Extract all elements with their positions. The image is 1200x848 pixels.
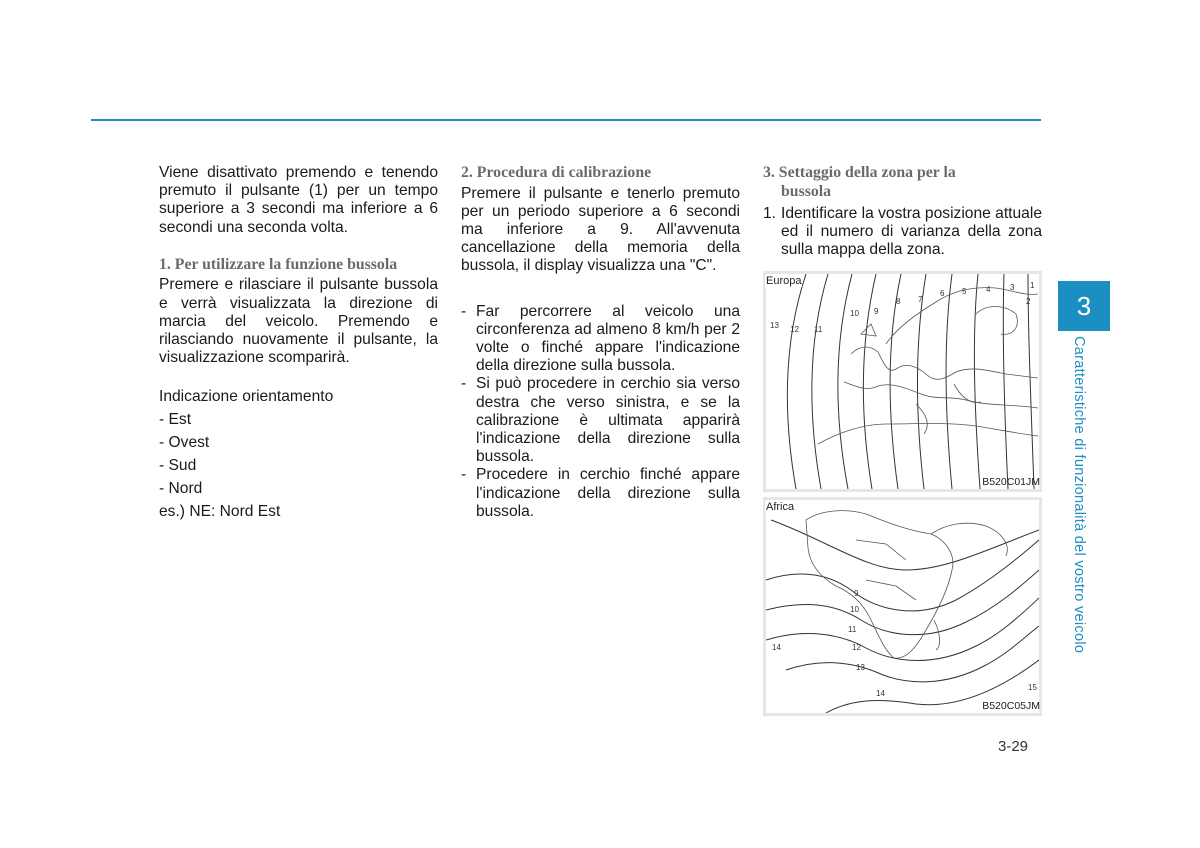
- zone-label: 12: [790, 325, 799, 334]
- map-label-africa: Africa: [766, 501, 795, 513]
- header-rule: [91, 119, 1041, 121]
- chapter-title-vertical: [1071, 336, 1091, 676]
- list-item-text: Si può procedere in cerchio sia verso destra che verso sinistra, e se la calibrazione è ultimata apparirà l'indicazione della direzione sulla bussola.: [476, 375, 740, 466]
- list-item: [461, 375, 740, 466]
- zone-label: 10: [850, 605, 859, 614]
- zone-label: 14: [772, 643, 781, 652]
- bullet-dash: -: [461, 375, 467, 393]
- direction-south: - Sud: [159, 457, 197, 475]
- direction-example: es.) NE: Nord Est: [159, 503, 281, 521]
- list-item: [461, 466, 740, 521]
- map-code-africa: B520C05JM: [982, 700, 1040, 712]
- bullet-dash: -: [461, 302, 467, 320]
- zone-label: 7: [918, 295, 923, 304]
- zone-label: 8: [896, 297, 901, 306]
- indication-title: Indicazione orientamento: [159, 388, 334, 406]
- heading-zone-line1: 3. Settaggio della zona per la: [763, 164, 956, 181]
- chapter-tab: 3: [1058, 281, 1110, 331]
- map-code-europe: B520C01JM: [982, 476, 1040, 488]
- step-number: 1.: [763, 205, 777, 222]
- direction-east: - Est: [159, 411, 192, 429]
- column-left: [159, 164, 438, 523]
- map-africa: [763, 497, 1042, 716]
- list-item: [461, 303, 740, 376]
- direction-west: - Ovest: [159, 434, 210, 452]
- zone-label: 9: [854, 589, 859, 598]
- heading-zone-setting: [763, 164, 1042, 201]
- list-item-text: Far percorrere al veicolo una circonferenza ad almeno 8 km/h per 2 volte o finché appare l'indicazione della direzione sulla bussola.: [476, 302, 740, 375]
- zone-label: 5: [962, 287, 967, 296]
- zone-label: 11: [848, 625, 857, 634]
- chapter-title-text: Caratteristiche di funzionalità del vostro veicolo: [1071, 336, 1087, 654]
- map-label-europe: Europa: [766, 275, 802, 287]
- zone-label: 6: [940, 289, 945, 298]
- zone-label: 13: [856, 663, 865, 672]
- zone-label: 12: [852, 643, 861, 652]
- heading-zone-line2: bussola: [781, 182, 832, 200]
- step-text: Identificare la vostra posizione attuale ed il numero di varianza della zona sulla mappa della zona.: [781, 205, 1042, 259]
- column-right: [763, 164, 1042, 260]
- paragraph-deactivation: Viene disattivato premendo e tenendo premuto il pulsante (1) per un tempo superiore a 3 secondi ma inferiore a 6 secondi una seconda volta.: [159, 164, 438, 236]
- direction-north: - Nord: [159, 480, 203, 498]
- africa-map-graphic: [766, 500, 1039, 713]
- paragraph-calibration: Premere il pulsante e tenerlo premuto per un periodo superiore a 6 secondi ma inferiore a 9. All'avvenuta cancellazione della memoria della bussola, il display visualizza una "C".: [461, 184, 740, 275]
- map-europe: [763, 271, 1042, 492]
- zone-label: 2: [1026, 297, 1031, 306]
- page-number: 3-29: [998, 738, 1029, 755]
- zone-label: 4: [986, 285, 991, 294]
- paragraph-use-compass: Premere e rilasciare il pulsante bussola e verrà visualizzata la direzione di marcia del veicolo. Premendo e rilasciando nuovamente il pulsante, la visualizzazione scomparirà.: [159, 276, 438, 367]
- bullet-dash: -: [461, 466, 467, 484]
- zone-label: 11: [814, 325, 823, 334]
- column-middle: [461, 164, 740, 521]
- heading-use-compass: 1. Per utilizzare la funzione bussola: [159, 255, 398, 273]
- zone-label: 3: [1010, 283, 1015, 292]
- zone-label: 14: [876, 689, 885, 698]
- zone-label: 10: [850, 309, 859, 318]
- zone-label: 15: [1028, 683, 1037, 692]
- list-item-text: Procedere in cerchio finché appare l'indicazione della direzione sulla bussola.: [476, 466, 740, 520]
- zone-label: 9: [874, 307, 879, 316]
- zone-label: 13: [770, 321, 779, 330]
- step-item: [763, 205, 1042, 260]
- zone-label: 1: [1030, 281, 1035, 290]
- europe-map-graphic: [766, 274, 1039, 489]
- heading-calibration: 2. Procedura di calibrazione: [461, 164, 652, 181]
